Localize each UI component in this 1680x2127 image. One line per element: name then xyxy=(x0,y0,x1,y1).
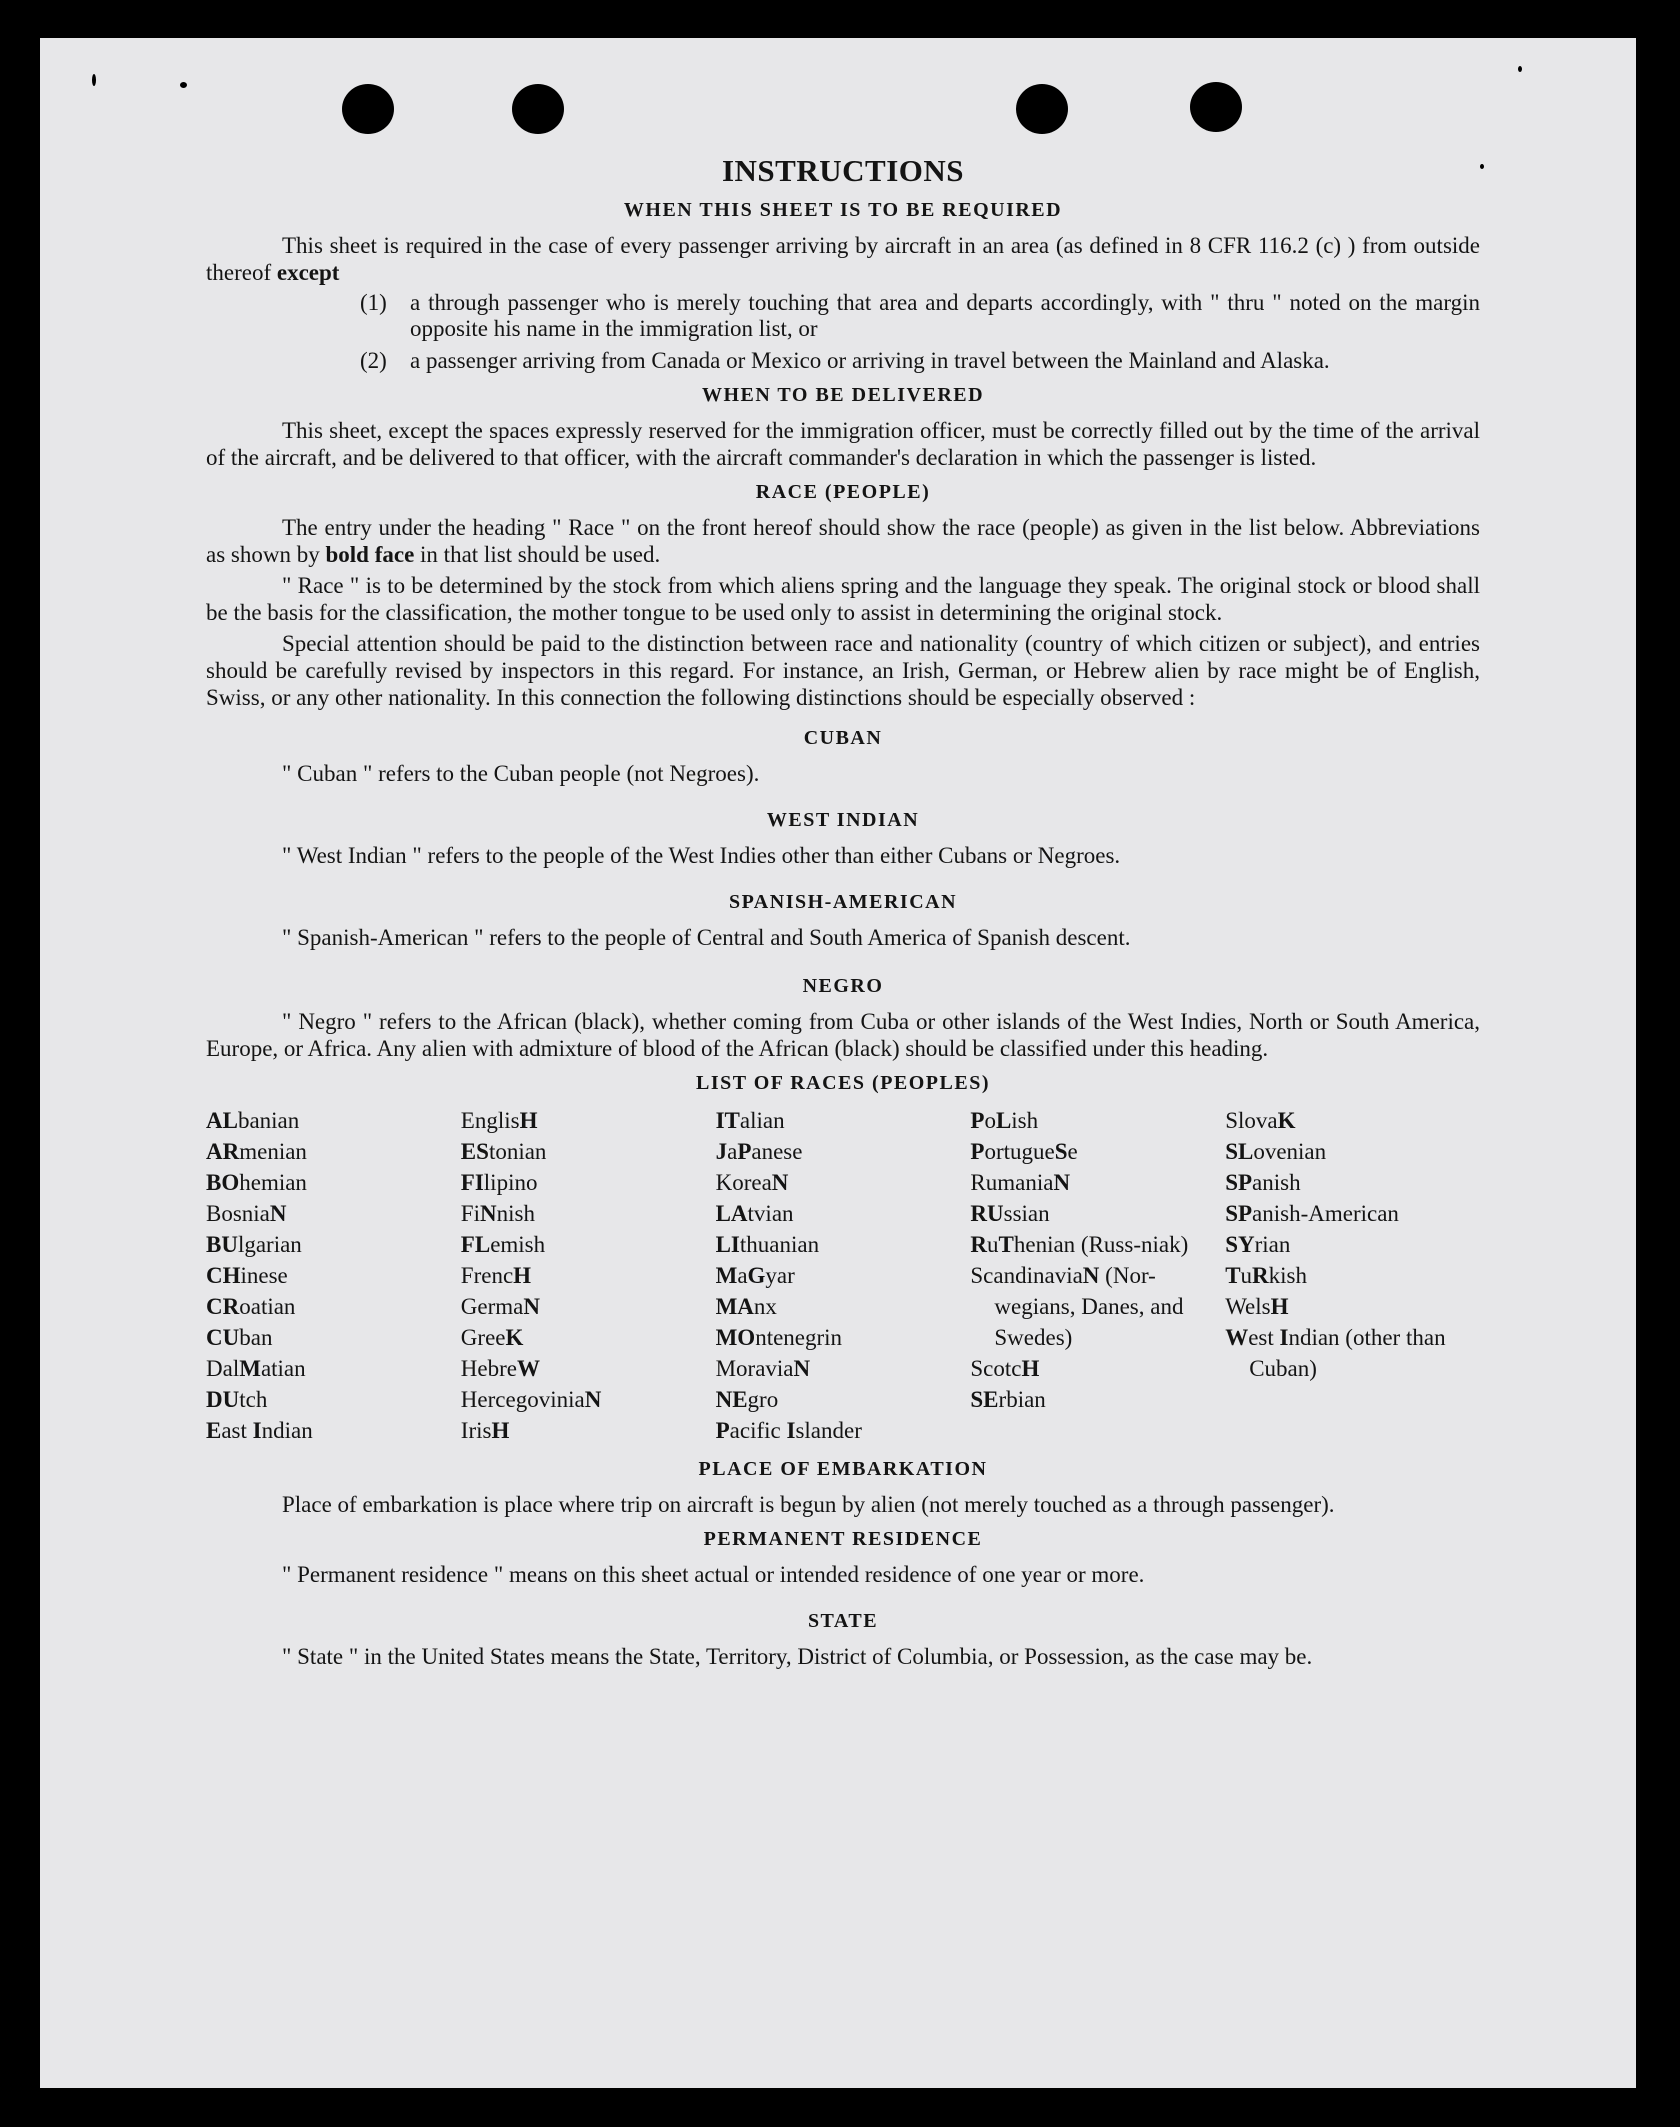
race-entry: FrencH xyxy=(460,1263,532,1288)
race-column xyxy=(461,1105,716,1446)
race-entry: CRoatian xyxy=(206,1294,296,1319)
race-entry: ScandinaviaN (Nor-wegians, Danes, and Swedes) xyxy=(970,1263,1184,1350)
race-entry: East Indian xyxy=(206,1418,313,1443)
race-entry: ScotcH xyxy=(970,1356,1040,1381)
race-entry: RumaniaN xyxy=(970,1170,1071,1195)
race-entry: PoLish xyxy=(970,1108,1039,1133)
races-list xyxy=(206,1105,1480,1446)
race-entry: RuThenian (Russ-niak) xyxy=(970,1232,1189,1257)
race-entry: EnglisH xyxy=(460,1108,538,1133)
punch-hole-4 xyxy=(1190,82,1242,132)
race-entry: ARmenian xyxy=(206,1139,307,1164)
race-entry: SErbian xyxy=(970,1387,1046,1412)
embarkation-text: Place of embarkation is place where trip on aircraft is begun by alien (not merely touched as a through passenger). xyxy=(282,1492,1335,1517)
exception-item-2: (2) a passenger arriving from Canada or Mexico or arriving in travel between the Mainland and Alaska. xyxy=(360,348,1330,373)
race-entry: BosniaN xyxy=(206,1201,287,1226)
race-entry: DalMatian xyxy=(206,1356,306,1381)
race-entry: LAtvian xyxy=(715,1201,794,1226)
race-entry: GreeK xyxy=(460,1325,524,1350)
race-entry: CUban xyxy=(206,1325,273,1350)
race-entry: FiNnish xyxy=(460,1201,535,1226)
delivered-text: This sheet, except the spaces expressly reserved for the immigration officer, must be correctly filled out by the time of the arrival of the aircraft, and be delivered to that officer, with the aircraft commander's declaration in which the passenger is listed. xyxy=(206,418,1480,470)
heading-state: STATE xyxy=(807,1610,879,1632)
negro-text: " Negro " refers to the African (black), whether coming from Cuba or other islands of the West Indies, North or South America, Europe, or Africa. Any alien with admixture of blood of the African (black) should be classified under this heading. xyxy=(206,1009,1480,1061)
heading-race: RACE (PEOPLE) xyxy=(755,481,931,503)
instructions-content xyxy=(206,153,1480,1674)
scan-speck xyxy=(92,74,96,86)
race-entry: MaGyar xyxy=(715,1263,795,1288)
cuban-text: " Cuban " refers to the Cuban people (not Negroes). xyxy=(282,761,760,786)
race-entry: TuRkish xyxy=(1225,1263,1307,1288)
race-entry: HebreW xyxy=(460,1356,540,1381)
race-paragraph-1: The entry under the heading " Race " on the front hereof should show the race (people) as given in the list below. Abbreviations as shown by bold face in that list should be used. xyxy=(206,515,1480,567)
race-column xyxy=(1225,1105,1480,1446)
state-text: " State " in the United States means the State, Territory, District of Columbia, or Possession, as the case may be. xyxy=(282,1644,1313,1669)
race-entry: BOhemian xyxy=(206,1170,307,1195)
scan-speck xyxy=(180,82,187,88)
race-entry: West Indian (other than Cuban) xyxy=(1225,1325,1446,1381)
west-indian-text: " West Indian " refers to the people of the West Indies other than either Cubans or Negroes. xyxy=(282,843,1121,868)
race-entry: DUtch xyxy=(206,1387,268,1412)
race-paragraph-2: " Race " is to be determined by the stock from which aliens spring and the language they speak. The original stock or blood shall be the basis for the classification, the mother tongue to be used only to assist in determining the original stock. xyxy=(206,573,1480,625)
race-entry: Pacific Islander xyxy=(715,1418,862,1443)
heading-when-required: WHEN THIS SHEET IS TO BE REQUIRED xyxy=(623,199,1063,221)
heading-west-indian: WEST INDIAN xyxy=(766,809,920,831)
race-entry: BUlgarian xyxy=(206,1232,302,1257)
race-entry: SLovenian xyxy=(1225,1139,1327,1164)
heading-cuban: CUBAN xyxy=(803,727,883,749)
race-entry: HercegoviniaN xyxy=(460,1387,602,1412)
document-page xyxy=(40,38,1636,2088)
race-entry: FLemish xyxy=(460,1232,546,1257)
race-entry: RUssian xyxy=(970,1201,1050,1226)
race-entry: KoreaN xyxy=(715,1170,789,1195)
punch-hole-1 xyxy=(342,84,394,134)
page-title: INSTRUCTIONS xyxy=(721,153,964,188)
required-intro: This sheet is required in the case of every passenger arriving by aircraft in an area (as defined in 8 CFR 116.2 (c) ) from outside thereof except xyxy=(206,233,1480,285)
heading-list-of-races: LIST OF RACES (PEOPLES) xyxy=(695,1072,990,1094)
race-paragraph-3: Special attention should be paid to the distinction between race and nationality (country of which citizen or subject), and entries should be carefully revised by inspectors in this regard. For instance, an Irish, German, or Hebrew alien by race might be of English, Swiss, or any other nationality. In this connection the following distinctions should be especially observed : xyxy=(206,631,1480,710)
race-entry: CHinese xyxy=(206,1263,288,1288)
race-entry: MOntenegrin xyxy=(715,1325,843,1350)
scan-speck xyxy=(1518,66,1522,72)
race-entry: PortugueSe xyxy=(970,1139,1078,1164)
heading-negro: NEGRO xyxy=(802,975,884,997)
scan-speck xyxy=(1480,164,1484,169)
punch-hole-3 xyxy=(1016,84,1068,134)
residence-text: " Permanent residence " means on this sheet actual or intended residence of one year or more. xyxy=(282,1562,1145,1587)
punch-hole-2 xyxy=(512,84,564,134)
exception-item-1: (1) a through passenger who is merely touching that area and departs accordingly, with " thru " noted on the margin opposite his name in the immigration list, or xyxy=(360,290,1480,341)
race-entry: SPanish-American xyxy=(1225,1201,1399,1226)
heading-permanent-residence: PERMANENT RESIDENCE xyxy=(703,1528,983,1550)
race-column xyxy=(970,1105,1225,1446)
race-entry: SYrian xyxy=(1225,1232,1291,1257)
heading-when-delivered: WHEN TO BE DELIVERED xyxy=(701,384,985,406)
race-entry: WelsH xyxy=(1225,1294,1289,1319)
heading-place-of-embarkation: PLACE OF EMBARKATION xyxy=(698,1458,988,1480)
race-entry: MoraviaN xyxy=(715,1356,811,1381)
race-entry: MAnx xyxy=(715,1294,777,1319)
race-entry: SPanish xyxy=(1225,1170,1301,1195)
race-column xyxy=(716,1105,971,1446)
race-entry: SlovaK xyxy=(1225,1108,1296,1133)
race-entry: ITalian xyxy=(715,1108,785,1133)
race-entry: NEgro xyxy=(715,1387,779,1412)
race-entry: JaPanese xyxy=(715,1139,803,1164)
spanish-american-text: " Spanish-American " refers to the people of Central and South America of Spanish descent. xyxy=(282,925,1131,950)
race-entry: ALbanian xyxy=(206,1108,300,1133)
race-entry: GermaN xyxy=(460,1294,540,1319)
race-column xyxy=(206,1105,461,1446)
race-entry: EStonian xyxy=(460,1139,547,1164)
race-entry: FIlipino xyxy=(460,1170,538,1195)
race-entry: LIthuanian xyxy=(715,1232,820,1257)
heading-spanish-american: SPANISH-AMERICAN xyxy=(728,891,958,913)
race-entry: IrisH xyxy=(460,1418,510,1443)
